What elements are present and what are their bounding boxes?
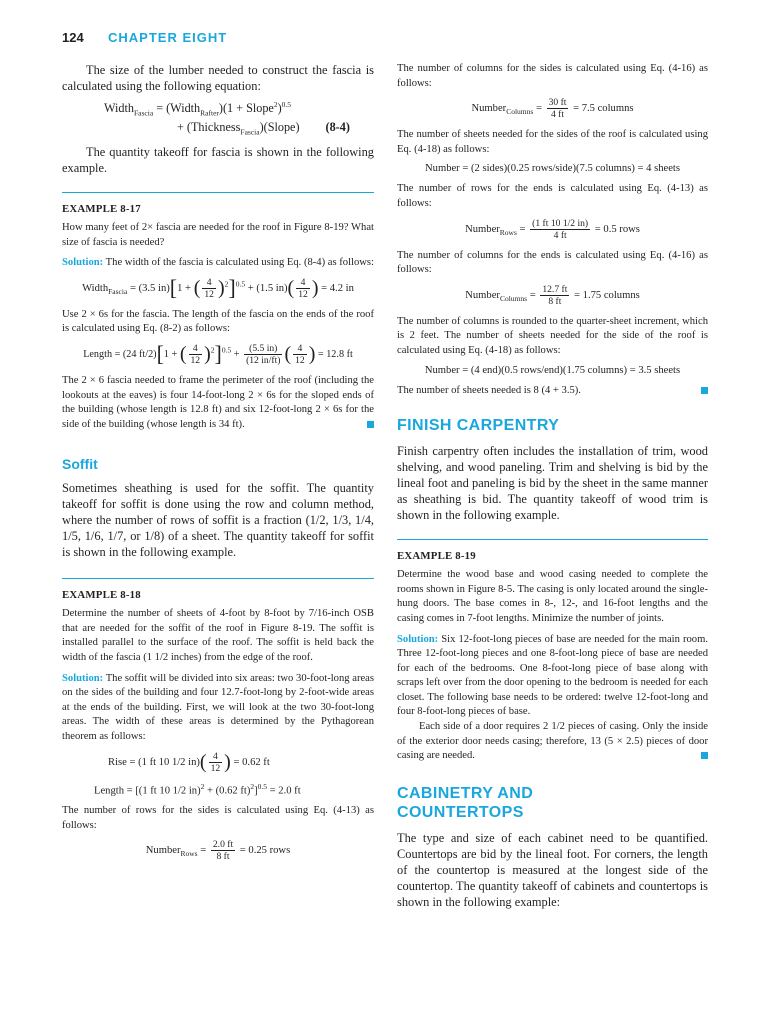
example-8-17-conclusion: The 2 × 6 fascia needed to frame the perimeter of the roof (including the lookouts at the eaves) is four 14-foot-long 2 × 6s for the sloped ends of the building (whose length is 12.8 ft) and six 12-foot-long 2 × 6s for the side of the building (whose length is 34 ft). [62,374,374,430]
right-column [397,62,708,916]
fascia-takeoff-text: The quantity takeoff for fascia is shown in the following example. [62,144,374,175]
rows-ends-text: The number of rows for the ends is calculated using Eq. (4-13) as follows: [397,183,708,209]
soffit-text: Sometimes sheathing is used for the soffit. The quantity takeoff for soffit is done using the row and column method, where the number of rows of soffit is a fraction (1/2, 1/3, 1/4, 1/5, 1/6, 1/7, or 1/8) of a sheet. The quantity takeoff for soffit is shown in the following example. [62,481,374,560]
example-8-17-use: Use 2 × 6s for the fascia. The length of the fascia on the ends of the roof is calculated using Eq. (8-2) as follows: [62,308,374,335]
fascia-intro: The size of the lumber needed to construct the fascia is calculated using the following equation: [62,63,374,93]
chapter-title: CHAPTER EIGHT [108,30,228,45]
finish-carpentry-heading: FINISH CARPENTRY [397,417,560,435]
example-8-18-question: Determine the number of sheets of 4-foot by 8-foot by 7/16-inch OSB that are needed for the soffit of the roof in Figure 8-19. The soffit is installed parallel to the surface of the roof. The soffit is held back the width of the fascia (1 1/2 inches) from the edge of the roof. [62,608,374,664]
example-8-17-question: How many feet of 2× fascia are needed for the roof in Figure 8-19? What size of fascia is needed? [62,221,374,248]
example-8-17-title: EXAMPLE 8-17 [62,202,141,215]
rise-equation: Rise = (1 ft 10 1/2 in)( $\frac{4}{12}$ ) = 0.62 ft [108,750,270,774]
rows-ends-equation: Number$_{Rows}$ = $\frac{(1 ft 10 1/2 in)}{4 ft}$ = 0.5 rows [465,217,640,241]
divider [397,539,708,540]
example-8-18-title: EXAMPLE 8-18 [62,589,141,602]
page-number: 124 [62,30,84,45]
example-8-19-question: Determine the wood base and wood casing needed to complete the rooms shown in Figure 8-5. The casing is only located around the single-hung doors. The base comes in 8-, 12-, and 16-foot lengths and the casing comes in 7-foot lengths. Minimize the number of joints. [397,569,708,624]
end-marker-icon [701,387,708,394]
cabinetry-text: The type and size of each cabinet need to be quantified. Countertops are bid by the lineal foot. For corners, the length of the countertop is measured at the longest side of the countertop. The quantity takeoff of cabinets and countertops is shown in the following example: [397,830,708,909]
end-marker-icon [367,421,374,428]
sheets-sides-equation: Number = (2 sides)(0.25 rows/side)(7.5 columns) = 4 sheets [425,163,680,175]
cols-sides-text: The number of columns for the sides is calculated using Eq. (4-16) as follows: [397,63,708,89]
equation-8-4: Width$_{Fascia}$ = (Width$_{Rafter}$)(1 + Slope$^2$)$^{0.5}$ + (Thickness$_{Fascia}$)(Slope) (8-4) [104,100,350,136]
rows-sides-text: The number of rows for the sides is calculated using Eq. (4-13) as follows: [62,805,374,831]
rounded-text: The number of columns is rounded to the quarter-sheet increment, which is 2 feet. The number of sheets needed for the side of the roof is calculated using Eq. (4-18) as follows: [397,315,708,356]
fascia-length-equation: Length = (24 ft/2)[1 + ( $\frac{4}{12}$ )$^2$]$^{0.5}$ + $\frac{(5.5 in)}{(12 in/ft)}$ ( $\frac{4}{12}$ ) = 12.8 ft [83,341,353,367]
rows-sides-equation: Number$_{Rows}$ = $\frac{2.0 ft}{8 ft}$ = 0.25 rows [145,839,291,863]
fascia-width-equation: Width$_{Fascia}$ = (3.5 in)[1 + ( $\frac{4}{12}$ )$^2$]$^{0.5}$ + (1.5 in)( $\frac{4}{12}$ ) = 4.2 in [82,275,354,301]
example-8-19-title: EXAMPLE 8-19 [397,550,476,563]
sheets-total: The number of sheets needed is 8 (4 + 3.5). [397,384,708,399]
divider [62,192,374,193]
left-column [62,62,374,870]
divider [62,578,374,579]
length-equation: Length = [(1 ft 10 1/2 in)$^2$ + (0.62 ft)$^2$]$^{0.5}$ = 2.0 ft [94,781,301,797]
example-8-19-solution: Solution: Six 12-foot-long pieces of base are needed for the main room. Three 12-foot-long pieces and one 8-foot-long piece of base are needed for each of the bedrooms. One 8-foot-long piece of base along with scraps left over from the door opening to the bedroom is needed for each closet. The following base needs to be ordered: twelve 12-foot-long and four 8-foot-long pieces of base. [397,633,708,718]
soffit-heading: Soffit [62,456,98,473]
example-8-18-solution: Solution: The soffit will be divided into six areas: two 30-foot-long areas on the sides of the building and four 12.7-foot-long by 2-foot-wide areas at the ends of the building. First, we will look at the two 30-foot-long areas. The width of these areas is determined by the Pythagorean theorem as follows: [62,672,374,743]
example-8-17-solution: Solution: The width of the fascia is calculated using Eq. (8-4) as follows: [62,257,374,269]
cabinetry-heading: CABINETRY AND COUNTERTOPS [397,784,534,821]
equation-number: (8-4) [325,119,350,134]
sheets-sides-text: The number of sheets needed for the sides of the roof is calculated using Eq. (4-18) as follows: [397,129,708,155]
cols-ends-text: The number of columns for the ends is calculated using Eq. (4-16) as follows: [397,249,708,276]
cols-ends-equation: Number$_{Columns}$ = $\frac{12.7 ft}{8 ft}$ = 1.75 columns [465,283,640,307]
cols-sides-equation: Number$_{Columns}$ = $\frac{30 ft}{4 ft}$ = 7.5 columns [471,97,634,121]
end-marker-icon [701,752,708,759]
example-8-19-casing: Each side of a door requires 2 1/2 pieces of casing. Only the inside of the exterior door needs casing; therefore, 13 (5 × 2.5) pieces of door casing are needed. [397,721,708,762]
finish-carpentry-text: Finish carpentry often includes the installation of trim, wood shelving, and wood paneling. Trim and shelving is bid by the lineal foot and paneling is bid by the sheet in the same manner as sheathing is bid. The quantity takeoff of wood trim is shown in the following example. [397,444,708,523]
sheets-ends-equation: Number = (4 end)(0.5 rows/end)(1.75 columns) = 3.5 sheets [424,364,681,376]
